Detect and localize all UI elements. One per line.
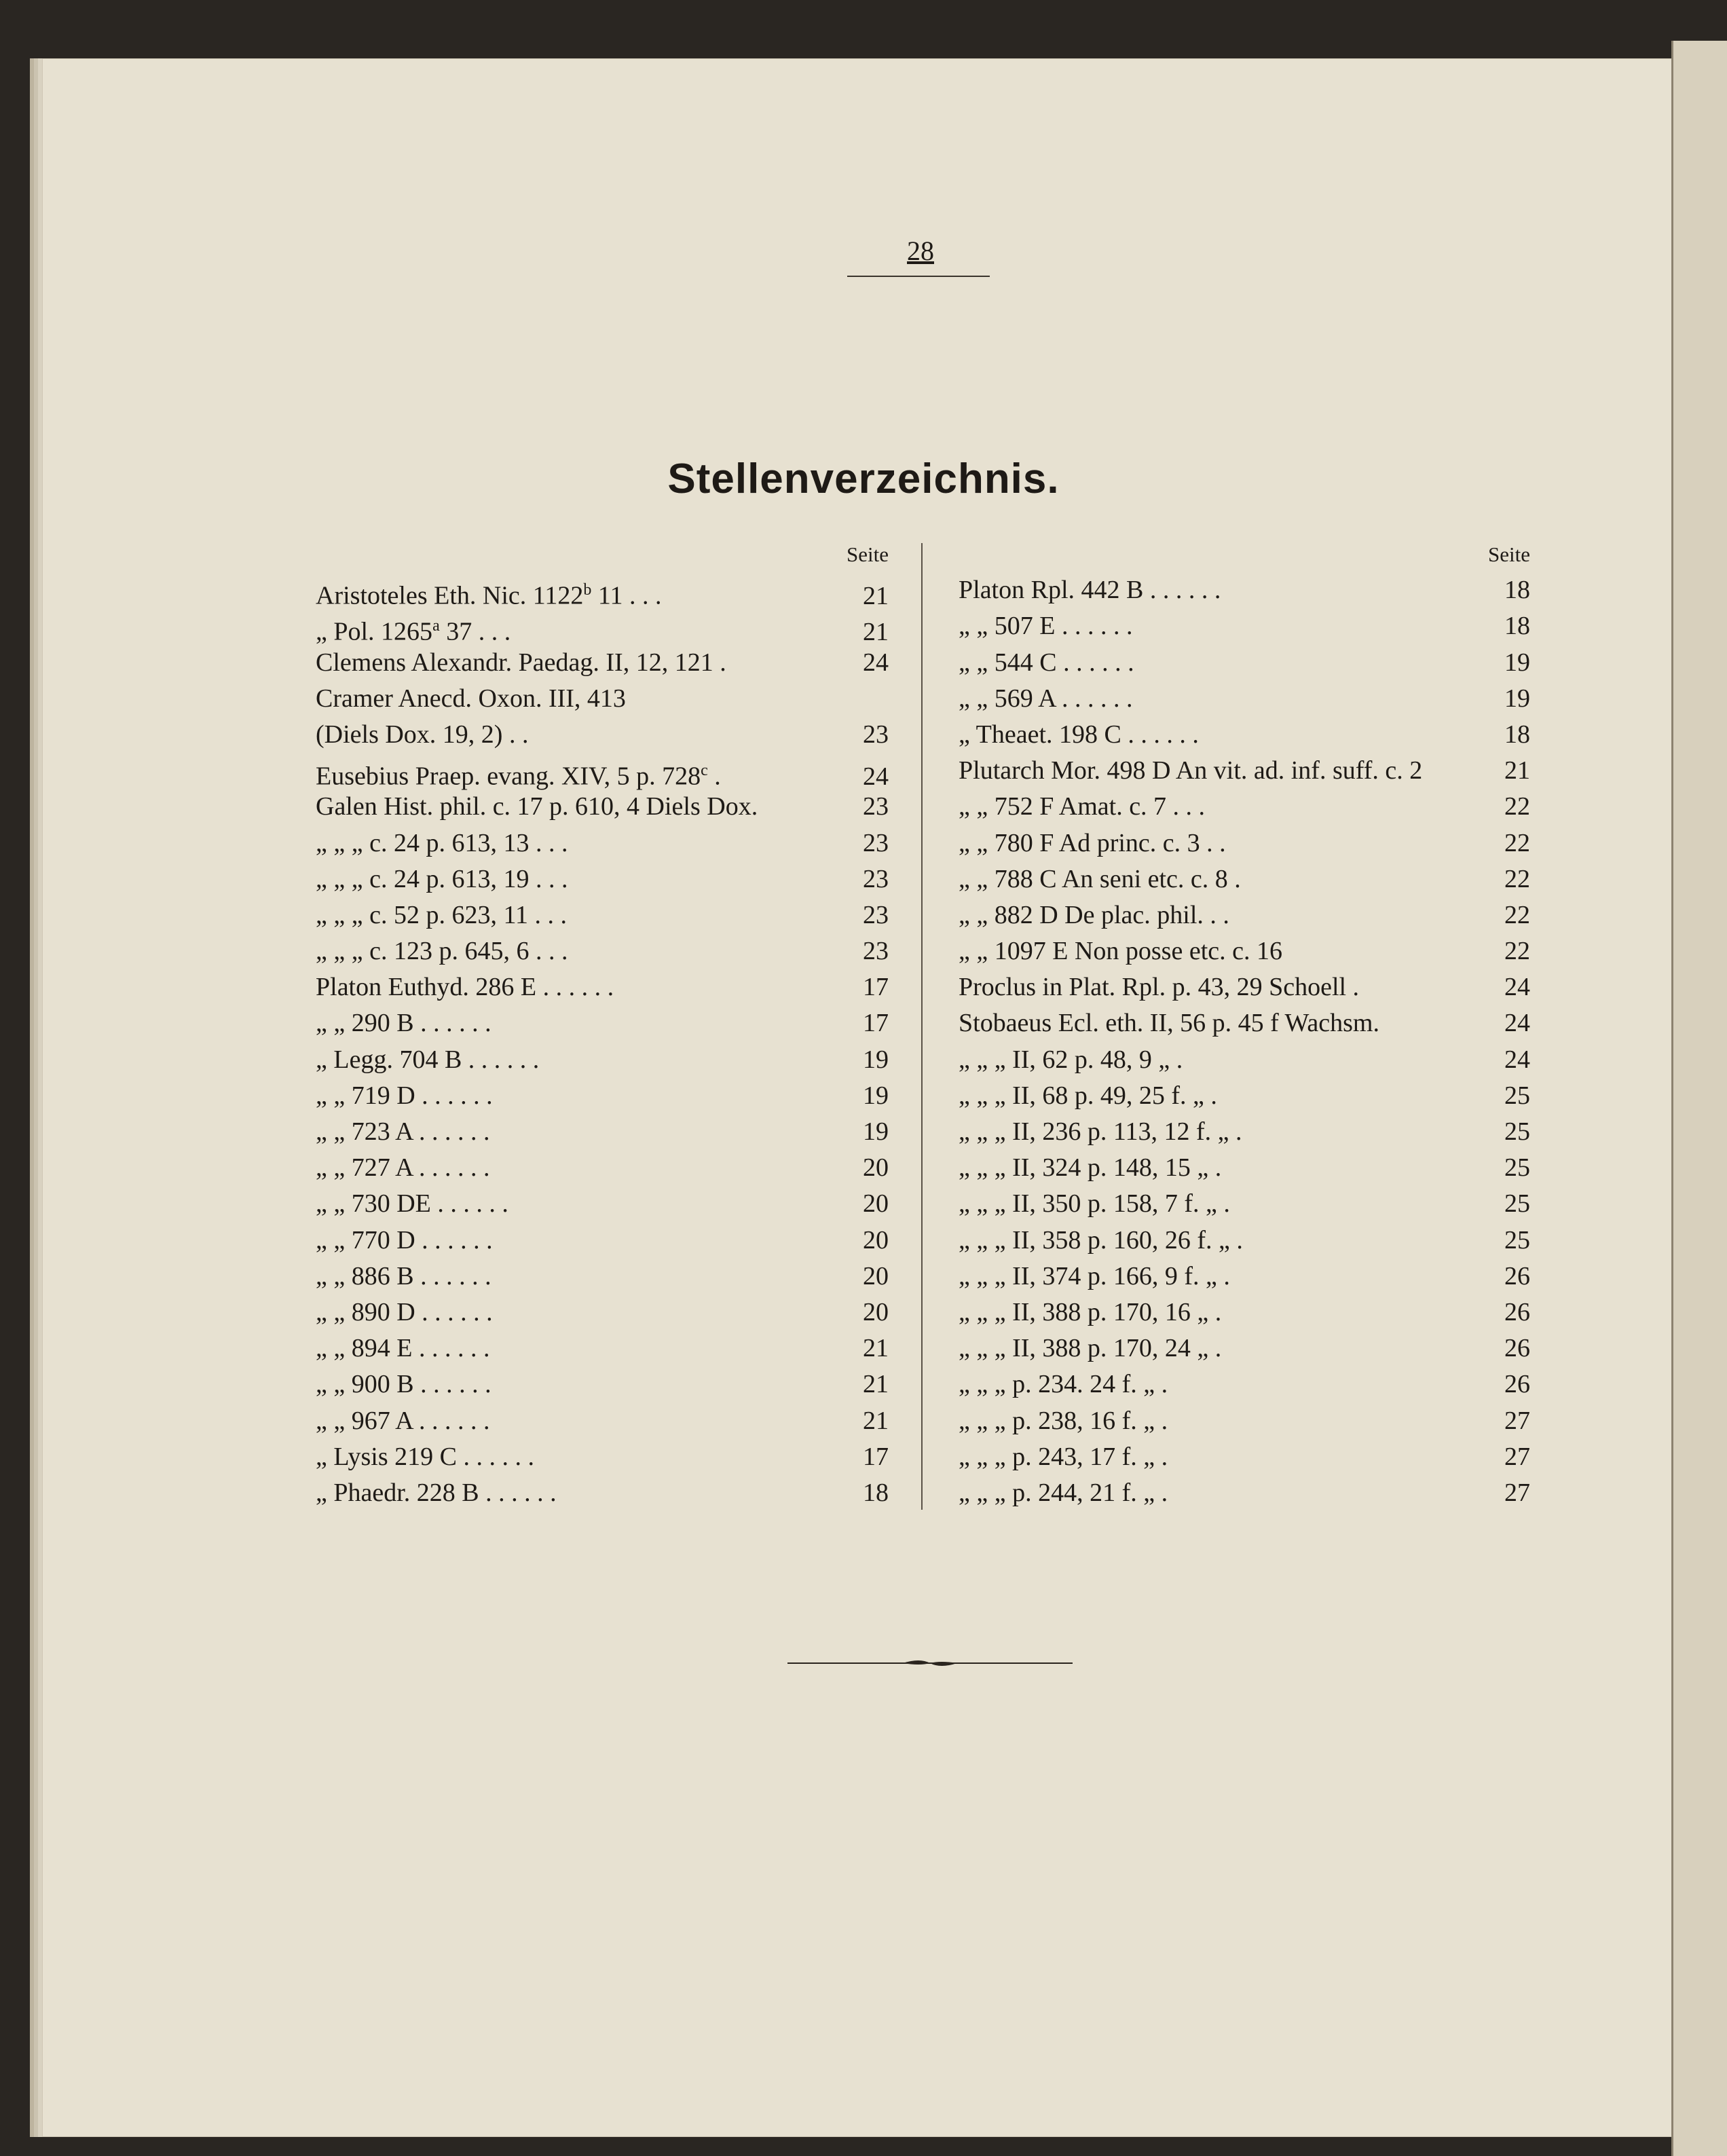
entry-page-number: 19 bbox=[863, 1045, 889, 1074]
entry-citation: „ „ „ II, 350 p. 158, 7 f. „ . bbox=[959, 1189, 1230, 1219]
entry-page-number: 18 bbox=[863, 1478, 889, 1507]
entry-citation: „ „ 290 B . . . . . . bbox=[316, 1009, 491, 1038]
entry-page-number: 23 bbox=[863, 720, 889, 749]
entry-citation: „ Phaedr. 228 B . . . . . . bbox=[316, 1478, 557, 1507]
entry-citation: „ „ 730 DE . . . . . . bbox=[316, 1189, 508, 1219]
entry-page-number: 25 bbox=[1504, 1117, 1530, 1146]
right-index-entry bbox=[959, 1367, 1530, 1402]
entry-page-number: 22 bbox=[1504, 937, 1530, 966]
entry-page-number: 19 bbox=[863, 1117, 889, 1146]
entry-page-number: 24 bbox=[1504, 973, 1530, 1002]
entry-page-number: 25 bbox=[1504, 1153, 1530, 1183]
entry-citation: „ Pol. 1265$^a$ 37 . . . bbox=[316, 617, 511, 647]
left-index-entry bbox=[316, 1042, 889, 1078]
column-divider bbox=[921, 543, 923, 1510]
entry-page-number: 26 bbox=[1504, 1261, 1530, 1290]
entry-page-number: 24 bbox=[863, 648, 889, 677]
entry-page-number: 21 bbox=[863, 1370, 889, 1399]
entry-citation: Aristoteles Eth. Nic. 1122$^b$ 11 . . . bbox=[316, 581, 662, 610]
left-index-entry bbox=[316, 717, 889, 753]
left-index-entry bbox=[316, 572, 889, 608]
right-index-entry bbox=[959, 645, 1530, 681]
entry-citation: „ „ 507 E . . . . . . bbox=[959, 612, 1133, 641]
entry-citation: Clemens Alexandr. Paedag. II, 12, 121 . bbox=[316, 648, 726, 677]
entry-page-number: 27 bbox=[1504, 1406, 1530, 1435]
left-index-entry bbox=[316, 1475, 889, 1511]
entry-citation: „ „ 788 C An seni etc. c. 8 . bbox=[959, 864, 1241, 893]
right-index-entry bbox=[959, 897, 1530, 933]
seite-header-right: Seite bbox=[1488, 542, 1530, 566]
left-index-entry bbox=[316, 1078, 889, 1114]
entry-citation: „ „ 723 A . . . . . . bbox=[316, 1117, 490, 1146]
left-index-entry bbox=[316, 1367, 889, 1402]
right-index-entry bbox=[959, 753, 1530, 789]
page-number-rule bbox=[847, 276, 990, 277]
entry-citation: „ „ 886 B . . . . . . bbox=[316, 1261, 491, 1290]
entry-citation: „ „ 894 E . . . . . . bbox=[316, 1334, 490, 1363]
entry-page-number: 26 bbox=[1504, 1370, 1530, 1399]
entry-page-number: 23 bbox=[863, 900, 889, 929]
entry-page-number: 21 bbox=[863, 1406, 889, 1435]
entry-page-number: 21 bbox=[863, 618, 889, 647]
seite-header-left: Seite bbox=[847, 542, 889, 566]
entry-page-number: 19 bbox=[1504, 684, 1530, 713]
right-index-entry bbox=[959, 717, 1530, 753]
page-number: 28 bbox=[907, 236, 934, 266]
left-index-entry bbox=[316, 1186, 889, 1222]
entry-citation: „ „ 727 A . . . . . . bbox=[316, 1153, 490, 1183]
entry-citation: „ „ 882 D De plac. phil. . . bbox=[959, 900, 1229, 929]
entry-citation: „ „ 569 A . . . . . . bbox=[959, 684, 1133, 713]
right-index-entry bbox=[959, 1114, 1530, 1150]
left-index-entry bbox=[316, 645, 889, 681]
right-index-entry bbox=[959, 861, 1530, 897]
entry-citation: (Diels Dox. 19, 2) . . bbox=[316, 720, 529, 749]
entry-citation: „ „ 900 B . . . . . . bbox=[316, 1370, 491, 1399]
right-index-entry bbox=[959, 1005, 1530, 1041]
entry-page-number: 20 bbox=[863, 1153, 889, 1183]
entry-citation: „ „ 780 F Ad princ. c. 3 . . bbox=[959, 828, 1226, 857]
right-index-entry bbox=[959, 1042, 1530, 1078]
right-index-entry bbox=[959, 572, 1530, 608]
entry-page-number: 20 bbox=[863, 1297, 889, 1326]
entry-citation: „ „ „ p. 243, 17 f. „ . bbox=[959, 1442, 1168, 1471]
entry-citation: „ „ 719 D . . . . . . bbox=[316, 1081, 493, 1110]
entry-page-number: 23 bbox=[863, 937, 889, 966]
entry-citation: „ „ „ II, 68 p. 49, 25 f. „ . bbox=[959, 1081, 1217, 1110]
right-index-column bbox=[959, 536, 1530, 1511]
entry-citation: „ „ „ II, 358 p. 160, 26 f. „ . bbox=[959, 1225, 1243, 1254]
entry-citation: „ „ „ II, 388 p. 170, 24 „ . bbox=[959, 1334, 1222, 1363]
entry-citation: „ „ 752 F Amat. c. 7 . . . bbox=[959, 792, 1206, 821]
entry-citation: „ „ „ II, 374 p. 166, 9 f. „ . bbox=[959, 1261, 1230, 1290]
entry-page-number: 27 bbox=[1504, 1478, 1530, 1507]
entry-page-number: 18 bbox=[1504, 576, 1530, 605]
entry-page-number: 23 bbox=[863, 792, 889, 821]
left-index-entry bbox=[316, 608, 889, 647]
entry-page-number: 26 bbox=[1504, 1297, 1530, 1326]
entry-citation: Plutarch Mor. 498 D An vit. ad. inf. suff. c. 2 bbox=[959, 756, 1423, 785]
entry-page-number: 23 bbox=[863, 828, 889, 857]
entry-page-number: 26 bbox=[1504, 1334, 1530, 1363]
entry-page-number: 21 bbox=[863, 1334, 889, 1363]
entry-page-number: 18 bbox=[1504, 612, 1530, 641]
entry-citation: „ „ „ c. 24 p. 613, 19 . . . bbox=[316, 864, 568, 893]
left-index-entry bbox=[316, 1005, 889, 1041]
entry-citation: „ „ „ II, 236 p. 113, 12 f. „ . bbox=[959, 1117, 1242, 1146]
entry-citation: „ „ 1097 E Non posse etc. c. 16 bbox=[959, 937, 1282, 966]
right-index-entry bbox=[959, 1259, 1530, 1295]
entry-citation: „ „ „ II, 388 p. 170, 16 „ . bbox=[959, 1297, 1222, 1326]
right-index-entry bbox=[959, 1078, 1530, 1114]
index-title: Stellenverzeichnis. bbox=[667, 456, 1060, 502]
entry-page-number: 20 bbox=[863, 1189, 889, 1219]
right-index-entry bbox=[959, 1439, 1530, 1475]
entry-page-number: 25 bbox=[1504, 1081, 1530, 1110]
right-index-entry bbox=[959, 1186, 1530, 1222]
entry-page-number: 24 bbox=[1504, 1009, 1530, 1038]
left-index-entry bbox=[316, 1439, 889, 1475]
right-index-entry bbox=[959, 933, 1530, 969]
entry-citation: „ „ 770 D . . . . . . bbox=[316, 1225, 493, 1254]
entry-citation: „ „ 967 A . . . . . . bbox=[316, 1406, 490, 1435]
entry-citation: „ „ „ c. 24 p. 613, 13 . . . bbox=[316, 828, 568, 857]
entry-page-number: 21 bbox=[863, 581, 889, 610]
entry-citation: „ „ „ p. 244, 21 f. „ . bbox=[959, 1478, 1168, 1507]
facing-page-edge bbox=[1671, 41, 1727, 2156]
entry-citation: „ „ „ II, 62 p. 48, 9 „ . bbox=[959, 1045, 1183, 1074]
end-ornament bbox=[787, 1656, 1073, 1670]
entry-page-number: 19 bbox=[1504, 648, 1530, 677]
superscript: b bbox=[583, 581, 592, 599]
entry-citation: „ „ „ II, 324 p. 148, 15 „ . bbox=[959, 1153, 1222, 1183]
entry-page-number: 18 bbox=[1504, 720, 1530, 749]
entry-page-number: 20 bbox=[863, 1261, 889, 1290]
left-index-entry bbox=[316, 897, 889, 933]
entry-page-number: 17 bbox=[863, 973, 889, 1002]
left-index-entry bbox=[316, 681, 889, 717]
entry-citation: Eusebius Praep. evang. XIV, 5 p. 728$^c$ . bbox=[316, 762, 721, 791]
entry-page-number: 22 bbox=[1504, 792, 1530, 821]
entry-page-number: 17 bbox=[863, 1442, 889, 1471]
left-index-entry bbox=[316, 861, 889, 897]
right-index-entry bbox=[959, 1331, 1530, 1367]
entry-citation: Platon Euthyd. 286 E . . . . . . bbox=[316, 973, 614, 1002]
entry-page-number: 24 bbox=[1504, 1045, 1530, 1074]
left-index-entry bbox=[316, 1223, 889, 1259]
superscript: c bbox=[701, 762, 708, 780]
right-index-entry bbox=[959, 1403, 1530, 1439]
left-index-entry bbox=[316, 1295, 889, 1331]
entry-citation: „ „ „ p. 234. 24 f. „ . bbox=[959, 1370, 1168, 1399]
entry-page-number: 19 bbox=[863, 1081, 889, 1110]
left-index-entry bbox=[316, 753, 889, 789]
entry-citation: Galen Hist. phil. c. 17 p. 610, 4 Diels Dox. bbox=[316, 792, 758, 821]
right-index-entry bbox=[959, 1475, 1530, 1511]
left-index-column bbox=[316, 536, 889, 1511]
right-index-entry bbox=[959, 608, 1530, 644]
entry-page-number: 21 bbox=[1504, 756, 1530, 785]
right-index-entry bbox=[959, 969, 1530, 1005]
left-index-entry bbox=[316, 1331, 889, 1367]
entry-page-number: 27 bbox=[1504, 1442, 1530, 1471]
left-index-entry bbox=[316, 969, 889, 1005]
entry-page-number: 22 bbox=[1504, 828, 1530, 857]
entry-citation: „ „ 544 C . . . . . . bbox=[959, 648, 1134, 677]
entry-page-number: 25 bbox=[1504, 1189, 1530, 1219]
entry-page-number: 20 bbox=[863, 1225, 889, 1254]
entry-page-number: 22 bbox=[1504, 864, 1530, 893]
entry-page-number: 23 bbox=[863, 864, 889, 893]
entry-page-number: 17 bbox=[863, 1009, 889, 1038]
entry-citation: Stobaeus Ecl. eth. II, 56 p. 45 f Wachsm. bbox=[959, 1009, 1379, 1038]
right-index-entry bbox=[959, 681, 1530, 717]
left-index-entry bbox=[316, 1259, 889, 1295]
entry-page-number: 22 bbox=[1504, 900, 1530, 929]
entry-citation: „ „ „ c. 123 p. 645, 6 . . . bbox=[316, 937, 568, 966]
left-index-entry bbox=[316, 789, 889, 825]
left-index-entry bbox=[316, 1114, 889, 1150]
left-index-entry bbox=[316, 1403, 889, 1439]
entry-citation: „ Lysis 219 C . . . . . . bbox=[316, 1442, 534, 1471]
right-index-entry bbox=[959, 789, 1530, 825]
left-index-entry bbox=[316, 933, 889, 969]
right-index-entry bbox=[959, 1150, 1530, 1186]
entry-page-number: 25 bbox=[1504, 1225, 1530, 1254]
entry-citation: Platon Rpl. 442 B . . . . . . bbox=[959, 576, 1221, 605]
right-index-entry bbox=[959, 1295, 1530, 1331]
right-index-entry bbox=[959, 825, 1530, 861]
entry-citation: Cramer Anecd. Oxon. III, 413 bbox=[316, 684, 626, 713]
left-index-entry bbox=[316, 825, 889, 861]
superscript: a bbox=[432, 617, 440, 635]
entry-citation: „ Legg. 704 B . . . . . . bbox=[316, 1045, 540, 1074]
entry-citation: „ „ „ c. 52 p. 623, 11 . . . bbox=[316, 900, 568, 929]
entry-citation: Proclus in Plat. Rpl. p. 43, 29 Schoell . bbox=[959, 973, 1360, 1002]
entry-citation: „ „ „ p. 238, 16 f. „ . bbox=[959, 1406, 1168, 1435]
entry-citation: „ Theaet. 198 C . . . . . . bbox=[959, 720, 1199, 749]
right-index-entry bbox=[959, 1223, 1530, 1259]
entry-page-number: 24 bbox=[863, 762, 889, 791]
left-index-entry bbox=[316, 1150, 889, 1186]
entry-citation: „ „ 890 D . . . . . . bbox=[316, 1297, 493, 1326]
